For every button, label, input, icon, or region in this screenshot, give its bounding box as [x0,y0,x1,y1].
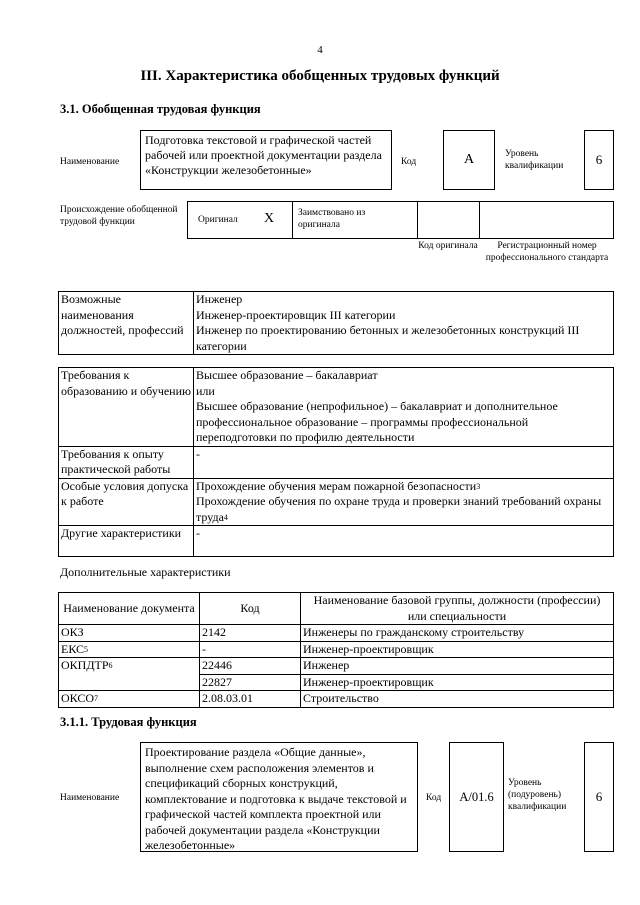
tf-name-value: Проектирование раздела «Общие данные», выполнение схем расположения элементов и спецификаций сборных конструкций, комплектование и подготовка к выдаче текстовой и графической частей комплекта проектной или рабочей документации раздела «Конструкции железобетонные» [145,745,407,852]
positions-label: Возможные наименования должностей, профессий [59,292,194,355]
positions-list [194,292,614,355]
name-label: Наименование [60,157,120,167]
origin-divider-3 [479,201,480,239]
reg-number-caption: Регистрационный номер профессионального стандарта [485,241,609,263]
experience-value: - [194,446,614,478]
position-item: Инженер [196,292,243,306]
row-code: 2142 [200,625,301,642]
tf-code-label: Код [426,793,442,803]
gtf-name-box [140,130,392,190]
tf-level-box [584,742,614,852]
origin-label: Происхождение обобщенной трудовой функции [60,205,178,227]
row-name: Инженер-проектировщик [301,674,614,691]
footnote-7: 7 [94,694,99,703]
position-item: Инженер-проектировщик III категории [196,307,396,322]
tf-code-value: А/01.6 [459,789,494,804]
row-name: Инженеры по гражданскому строительству [301,625,614,642]
tf-name-box [140,742,418,852]
original-label: Оригинал [198,215,238,225]
row-name: Инженер [301,658,614,675]
row-doc: ОКЗ [61,625,84,639]
table-row [59,625,614,642]
footnote-3: 3 [476,481,481,491]
requirements-table [58,367,614,557]
row-doc: ОКПДТР [61,658,109,672]
code-label: Код [401,157,417,167]
education-line: Высшее образование (непрофильное) – бакалавриат и дополнительное профессиональное образование – программы профессиональной переподготовки по профилю деятельности [196,399,558,444]
row-doc: ЕКС [61,641,85,656]
table-row [59,658,614,675]
gtf-level-box [584,130,614,190]
section-title: III. Характеристика обобщенных трудовых функций [140,68,500,84]
positions-table [58,291,614,355]
gtf-name-value: Подготовка текстовой и графической частей рабочей или проектной документации раздела «Конструкции железобетонные» [145,133,382,177]
header-document: Наименование документа [59,593,200,625]
other-value: - [194,526,614,557]
header-group-name: Наименование базовой группы, должности (профессии) или специальности [301,593,614,625]
table-row [59,691,614,708]
row-doc: ОКСО [61,691,95,705]
gtf-code-box [443,130,495,190]
experience-label: Требования к опыту практической работы [59,446,194,478]
education-value [194,368,614,447]
tf-code-box [449,742,504,852]
gtf-code-value: А [463,152,475,167]
subsection-2-title: 3.1.1. Трудовая функция [60,715,197,729]
borrowed-label: Заимствовано из оригинала [298,208,366,230]
gtf-level-value: 6 [595,152,603,167]
education-line: или [196,383,215,398]
origin-divider-2 [417,201,418,239]
level-label: Уровень квалификации [505,149,564,171]
special-label: Особые условия допуска к работе [59,478,194,526]
tf-level-label: Уровень (подуровень) квалификации [508,778,567,812]
row-name: Строительство [301,691,614,708]
footnote-5: 5 [84,644,89,654]
table-row [59,641,614,658]
row-code: 22827 [200,674,301,691]
origin-code-caption: Код оригинала [418,241,478,251]
table-row [59,674,614,691]
header-code: Код [200,593,301,625]
row-code: - [200,641,301,658]
original-mark: Х [264,211,275,226]
additional-table [58,592,614,708]
special-line-1: Прохождение обучения мерам пожарной безопасности [196,478,477,493]
page-number: 4 [317,44,323,56]
education-line: Высшее образование – бакалавриат [196,368,378,382]
special-value [194,478,614,526]
row-code: 22446 [200,658,301,675]
tf-level-value: 6 [595,789,603,804]
special-line-2: Прохождение обучения по охране труда и проверки знаний требований охраны труда [196,494,602,524]
tf-name-label: Наименование [60,793,120,803]
footnote-6: 6 [108,661,113,670]
position-item: Инженер по проектированию бетонных и железобетонных конструкций III категории [196,323,580,353]
education-label: Требования к образованию и обучению [59,368,194,447]
other-label: Другие характеристики [59,526,194,557]
row-code: 2.08.03.01 [200,691,301,708]
additional-title: Дополнительные характеристики [60,565,231,579]
origin-divider-1 [292,201,293,239]
row-name: Инженер-проектировщик [301,641,614,658]
subsection-title: 3.1. Обобщенная трудовая функция [60,102,261,116]
footnote-4: 4 [223,512,228,522]
